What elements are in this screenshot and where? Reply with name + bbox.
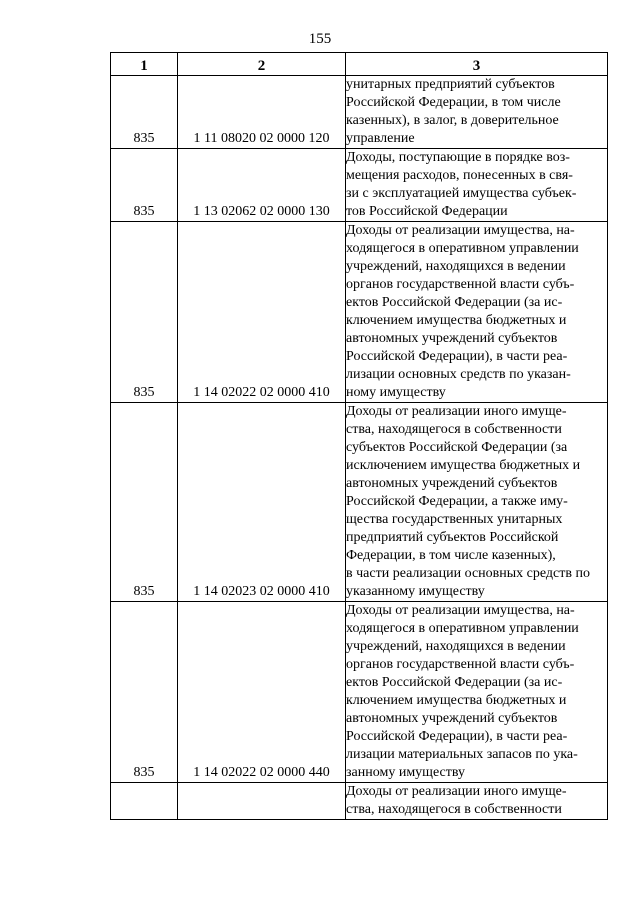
table-row [111, 403, 608, 602]
description-line: органов государственной власти субъ- [346, 657, 575, 672]
description-line: автономных учреждений субъектов [346, 711, 558, 726]
description-line: тов Российской Федерации [346, 204, 508, 219]
budget-classification-code: 1 13 02062 02 0000 130 [178, 149, 346, 222]
description-line: щества государственных унитарных [346, 512, 563, 527]
description-line: Доходы от реализации имущества, на- [346, 603, 575, 618]
column-header: 1 [111, 53, 178, 76]
page-number: 155 [308, 31, 332, 47]
description-line: Российской Федерации), в части реа- [346, 729, 568, 744]
description-line: зи с эксплуатацией имущества субъек- [346, 186, 577, 201]
revenue-description [346, 76, 608, 149]
revenue-description [346, 403, 608, 602]
description-line: ства, находящегося в собственности [346, 802, 562, 817]
description-line: ключением имущества бюджетных и [346, 313, 567, 328]
revenue-description [346, 602, 608, 783]
description-line: автономных учреждений субъектов [346, 476, 558, 491]
description-line: ства, находящегося в собственности [346, 422, 562, 437]
table-header-row [111, 53, 608, 76]
description-line: Российской Федерации, а также иму- [346, 494, 568, 509]
description-line: лизации основных средств по указан- [346, 367, 571, 382]
description-line: исключением имущества бюджетных и [346, 458, 581, 473]
description-line: ному имуществу [346, 385, 446, 400]
administrator-code: 835 [111, 149, 178, 222]
revenue-classification-table [110, 52, 608, 820]
description-line: органов государственной власти субъ- [346, 277, 575, 292]
table-row [111, 222, 608, 403]
budget-classification-code: 1 14 02022 02 0000 410 [178, 222, 346, 403]
administrator-code: 835 [111, 602, 178, 783]
description-line: автономных учреждений субъектов [346, 331, 558, 346]
description-line: учреждений, находящихся в ведении [346, 259, 566, 274]
budget-classification-code: 1 11 08020 02 0000 120 [178, 76, 346, 149]
description-line: унитарных предприятий субъектов [346, 77, 555, 92]
description-line: Российской Федерации, в том числе [346, 95, 561, 110]
budget-classification-code: 1 14 02022 02 0000 440 [178, 602, 346, 783]
administrator-code: 835 [111, 76, 178, 149]
description-line: ключением имущества бюджетных и [346, 693, 567, 708]
description-line: ектов Российской Федерации (за ис- [346, 675, 563, 690]
description-line: предприятий субъектов Российской [346, 530, 559, 545]
description-line: Доходы от реализации иного имуще- [346, 784, 567, 799]
description-line: Федерации, в том числе казенных), [346, 548, 556, 563]
description-line: Российской Федерации), в части реа- [346, 349, 568, 364]
description-line: Доходы от реализации имущества, на- [346, 223, 575, 238]
description-line: ходящегося в оперативном управлении [346, 241, 579, 256]
administrator-code [111, 783, 178, 820]
revenue-description [346, 149, 608, 222]
column-header: 2 [178, 53, 346, 76]
description-line: указанному имуществу [346, 584, 485, 599]
description-line: в части реализации основных средств по [346, 566, 590, 581]
revenue-description [346, 783, 608, 820]
description-line: ектов Российской Федерации (за ис- [346, 295, 563, 310]
description-line: управление [346, 131, 415, 146]
budget-classification-code [178, 783, 346, 820]
description-line: мещения расходов, понесенных в свя- [346, 168, 573, 183]
description-line: занному имуществу [346, 765, 465, 780]
description-line: субъектов Российской Федерации (за [346, 440, 568, 455]
administrator-code: 835 [111, 222, 178, 403]
budget-classification-code: 1 14 02023 02 0000 410 [178, 403, 346, 602]
description-line: Доходы, поступающие в порядке воз- [346, 150, 570, 165]
table-row [111, 76, 608, 149]
description-line: казенных), в залог, в доверительное [346, 113, 559, 128]
description-line: ходящегося в оперативном управлении [346, 621, 579, 636]
table-row [111, 149, 608, 222]
revenue-description [346, 222, 608, 403]
column-header: 3 [346, 53, 608, 76]
description-line: лизации материальных запасов по ука- [346, 747, 578, 762]
table-row [111, 783, 608, 820]
description-line: Доходы от реализации иного имуще- [346, 404, 567, 419]
description-line: учреждений, находящихся в ведении [346, 639, 566, 654]
administrator-code: 835 [111, 403, 178, 602]
table-row [111, 602, 608, 783]
